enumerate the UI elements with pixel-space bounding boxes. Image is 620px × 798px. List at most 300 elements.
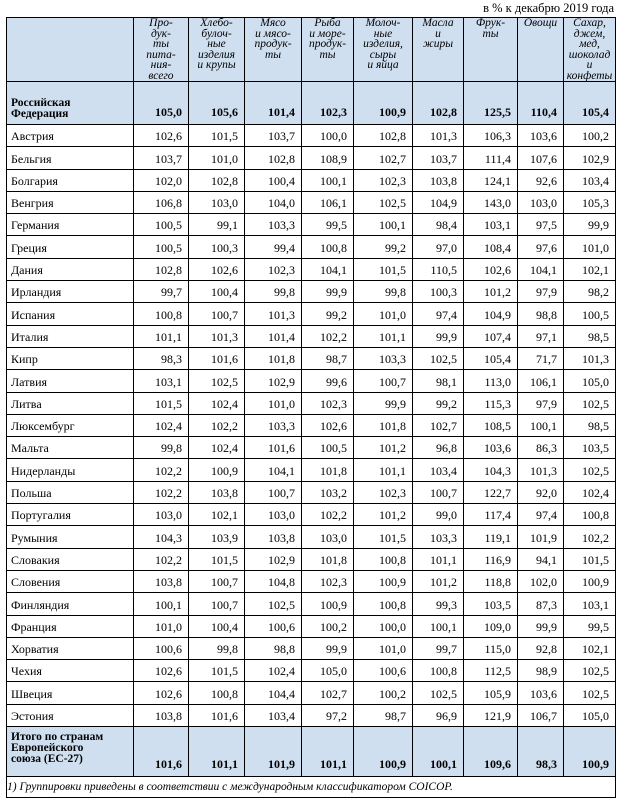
index-value: 100,1	[413, 615, 464, 637]
index-value: 102,8	[189, 169, 245, 191]
index-value: 102,5	[564, 682, 616, 704]
index-value: 103,7	[134, 147, 189, 169]
country-row	[7, 236, 616, 258]
country-row	[7, 370, 616, 392]
index-value: 101,2	[413, 570, 464, 592]
index-value: 101,4	[245, 82, 302, 125]
index-value: 103,5	[464, 593, 518, 615]
table-caption: в % к декабрю 2019 года	[483, 1, 614, 15]
column-header: Про- дук- ты пита- ния- всего	[134, 18, 189, 82]
index-value: 100,7	[189, 570, 245, 592]
index-value: 92,0	[518, 481, 564, 503]
country-row	[7, 459, 616, 481]
index-value: 103,3	[413, 526, 464, 548]
index-value: 99,5	[564, 615, 616, 637]
index-value: 106,1	[302, 191, 354, 213]
index-value: 102,5	[354, 191, 413, 213]
index-value: 101,1	[413, 548, 464, 570]
index-value: 101,5	[564, 548, 616, 570]
country-name: Литва	[7, 392, 134, 414]
index-value: 108,5	[464, 414, 518, 436]
country-name: Словения	[7, 570, 134, 592]
index-value: 102,7	[413, 414, 464, 436]
header-corner	[7, 18, 134, 82]
country-row	[7, 414, 616, 436]
index-value: 104,9	[464, 303, 518, 325]
header-row	[7, 18, 616, 82]
index-value: 104,8	[245, 570, 302, 592]
index-value: 102,2	[302, 325, 354, 347]
country-name: Люксембург	[7, 414, 134, 436]
index-value: 101,3	[413, 125, 464, 147]
index-value: 102,2	[189, 414, 245, 436]
index-value: 100,8	[413, 660, 464, 682]
index-value: 101,3	[245, 303, 302, 325]
country-name: Болгария	[7, 169, 134, 191]
index-value: 99,7	[413, 637, 464, 659]
country-row	[7, 169, 616, 191]
country-row	[7, 392, 616, 414]
index-value: 111,4	[464, 147, 518, 169]
index-value: 103,1	[564, 593, 616, 615]
index-value: 108,4	[464, 236, 518, 258]
index-value: 102,8	[354, 125, 413, 147]
index-value: 115,3	[464, 392, 518, 414]
index-value: 101,8	[302, 548, 354, 570]
index-value: 100,1	[354, 214, 413, 236]
index-value: 101,1	[302, 727, 354, 777]
index-value: 97,6	[518, 236, 564, 258]
index-value: 102,2	[302, 504, 354, 526]
index-value: 98,2	[564, 281, 616, 303]
country-row	[7, 125, 616, 147]
index-value: 109,6	[464, 727, 518, 777]
column-header: Овощи	[518, 18, 564, 82]
index-value: 108,9	[302, 147, 354, 169]
index-value: 100,9	[564, 570, 616, 592]
index-value: 99,7	[134, 281, 189, 303]
index-value: 102,5	[564, 660, 616, 682]
index-value: 100,7	[413, 481, 464, 503]
index-value: 94,1	[518, 548, 564, 570]
index-value: 100,7	[354, 370, 413, 392]
index-value: 98,1	[413, 370, 464, 392]
country-row	[7, 347, 616, 369]
country-row	[7, 191, 616, 213]
index-value: 102,5	[413, 682, 464, 704]
index-value: 100,6	[354, 660, 413, 682]
index-value: 100,7	[189, 593, 245, 615]
index-value: 103,8	[134, 570, 189, 592]
index-value: 102,1	[564, 258, 616, 280]
index-value: 99,1	[189, 214, 245, 236]
index-value: 103,0	[518, 191, 564, 213]
index-value: 102,3	[245, 258, 302, 280]
index-value: 102,6	[134, 682, 189, 704]
index-value: 105,6	[189, 82, 245, 125]
index-value: 100,2	[564, 125, 616, 147]
column-header: Молоч- ные изделия, сыры и яйца	[354, 18, 413, 82]
index-value: 101,5	[189, 548, 245, 570]
index-value: 101,1	[134, 325, 189, 347]
index-value: 100,5	[134, 214, 189, 236]
country-row	[7, 526, 616, 548]
index-value: 98,3	[518, 727, 564, 777]
index-value: 125,5	[464, 82, 518, 125]
column-header: Мясо и мясо- продук- ты	[245, 18, 302, 82]
column-header: Сахар, джем, мед, шоколад и конфеты	[564, 18, 616, 82]
index-value: 101,8	[302, 459, 354, 481]
country-row	[7, 281, 616, 303]
index-value: 101,8	[245, 347, 302, 369]
index-value: 102,8	[245, 147, 302, 169]
country-row	[7, 437, 616, 459]
index-value: 100,3	[413, 281, 464, 303]
index-value: 100,8	[302, 236, 354, 258]
country-name: Мальта	[7, 437, 134, 459]
index-value: 100,8	[354, 548, 413, 570]
country-name: Греция	[7, 236, 134, 258]
country-row	[7, 593, 616, 615]
index-value: 103,5	[564, 437, 616, 459]
index-value: 103,4	[245, 704, 302, 726]
index-value: 103,0	[302, 526, 354, 548]
index-value: 99,8	[354, 281, 413, 303]
index-value: 102,3	[354, 169, 413, 191]
index-value: 100,7	[245, 481, 302, 503]
country-name: Испания	[7, 303, 134, 325]
index-value: 100,9	[354, 570, 413, 592]
index-value: 98,5	[564, 325, 616, 347]
index-value: 98,9	[518, 660, 564, 682]
index-value: 101,6	[189, 704, 245, 726]
index-value: 103,0	[134, 504, 189, 526]
country-row	[7, 570, 616, 592]
index-value: 97,0	[413, 236, 464, 258]
index-value: 100,9	[189, 459, 245, 481]
index-value: 102,5	[564, 392, 616, 414]
index-value: 86,3	[518, 437, 564, 459]
index-value: 102,9	[564, 147, 616, 169]
country-name: Эстония	[7, 704, 134, 726]
index-value: 143,0	[464, 191, 518, 213]
index-value: 101,5	[354, 258, 413, 280]
index-value: 105,3	[564, 191, 616, 213]
index-value: 99,8	[189, 637, 245, 659]
index-value: 92,6	[518, 169, 564, 191]
index-value: 99,2	[354, 236, 413, 258]
index-value: 102,9	[245, 370, 302, 392]
index-value: 101,0	[245, 392, 302, 414]
index-value: 102,4	[134, 414, 189, 436]
country-row	[7, 637, 616, 659]
country-row	[7, 660, 616, 682]
index-value: 105,0	[564, 704, 616, 726]
index-value: 102,6	[302, 414, 354, 436]
index-value: 100,5	[564, 303, 616, 325]
index-value: 103,7	[413, 147, 464, 169]
footnote: 1) Группировки приведены в соответствии с международным классификатором COICOP.	[7, 777, 616, 798]
index-value: 101,3	[564, 347, 616, 369]
index-value: 100,0	[354, 615, 413, 637]
index-value: 103,8	[189, 481, 245, 503]
index-value: 104,1	[302, 258, 354, 280]
index-value: 100,1	[518, 414, 564, 436]
country-row	[7, 481, 616, 503]
index-value: 100,6	[245, 615, 302, 637]
country-name: Португалия	[7, 504, 134, 526]
country-row	[7, 504, 616, 526]
index-value: 97,5	[518, 214, 564, 236]
index-value: 110,5	[413, 258, 464, 280]
index-value: 100,1	[413, 727, 464, 777]
index-value: 104,4	[245, 682, 302, 704]
index-value: 102,0	[518, 570, 564, 592]
index-value: 102,2	[564, 526, 616, 548]
index-value: 103,6	[464, 437, 518, 459]
index-value: 100,8	[354, 593, 413, 615]
country-name: Ирландия	[7, 281, 134, 303]
index-value: 100,8	[189, 682, 245, 704]
index-value: 101,3	[189, 325, 245, 347]
index-value: 105,9	[464, 682, 518, 704]
country-name: Российская Федерация	[7, 82, 134, 125]
index-value: 113,0	[464, 370, 518, 392]
index-value: 99,2	[302, 303, 354, 325]
index-value: 107,4	[464, 325, 518, 347]
index-value: 102,6	[189, 258, 245, 280]
country-name: Германия	[7, 214, 134, 236]
country-name: Чехия	[7, 660, 134, 682]
index-value: 102,4	[189, 392, 245, 414]
index-value: 121,9	[464, 704, 518, 726]
index-value: 96,9	[413, 704, 464, 726]
country-row	[7, 548, 616, 570]
index-value: 103,2	[302, 481, 354, 503]
index-value: 101,5	[354, 526, 413, 548]
index-value: 103,6	[518, 125, 564, 147]
index-value: 99,4	[245, 236, 302, 258]
index-value: 102,3	[302, 392, 354, 414]
index-value: 101,8	[354, 414, 413, 436]
index-value: 100,9	[354, 727, 413, 777]
country-row	[7, 303, 616, 325]
index-value: 116,9	[464, 548, 518, 570]
index-value: 100,1	[134, 593, 189, 615]
index-value: 71,7	[518, 347, 564, 369]
country-name: Кипр	[7, 347, 134, 369]
index-value: 103,1	[464, 214, 518, 236]
index-value: 100,7	[189, 303, 245, 325]
footnote-row	[7, 777, 616, 798]
index-value: 99,8	[134, 437, 189, 459]
index-value: 101,6	[189, 347, 245, 369]
index-value: 103,4	[564, 169, 616, 191]
index-value: 105,0	[302, 660, 354, 682]
country-name: Бельгия	[7, 147, 134, 169]
index-value: 104,3	[464, 459, 518, 481]
index-value: 99,9	[564, 214, 616, 236]
index-value: 102,7	[354, 147, 413, 169]
index-value: 122,7	[464, 481, 518, 503]
country-name: Финляндия	[7, 593, 134, 615]
index-value: 99,9	[302, 637, 354, 659]
index-value: 99,0	[413, 504, 464, 526]
index-value: 103,3	[245, 414, 302, 436]
index-value: 98,7	[354, 704, 413, 726]
index-value: 102,3	[354, 481, 413, 503]
country-name: Латвия	[7, 370, 134, 392]
index-value: 103,4	[413, 459, 464, 481]
index-value: 103,0	[245, 504, 302, 526]
index-value: 103,6	[518, 682, 564, 704]
index-value: 98,8	[518, 303, 564, 325]
index-value: 87,3	[518, 593, 564, 615]
index-value: 100,5	[302, 437, 354, 459]
index-value: 98,4	[413, 214, 464, 236]
index-value: 100,9	[564, 727, 616, 777]
index-value: 100,4	[189, 281, 245, 303]
index-value: 100,5	[134, 236, 189, 258]
index-value: 101,4	[245, 325, 302, 347]
index-value: 104,0	[245, 191, 302, 213]
index-value: 104,1	[245, 459, 302, 481]
index-value: 98,3	[134, 347, 189, 369]
index-value: 102,5	[413, 347, 464, 369]
index-value: 102,4	[564, 481, 616, 503]
index-value: 101,0	[189, 147, 245, 169]
index-value: 99,3	[413, 593, 464, 615]
index-value: 102,5	[189, 370, 245, 392]
index-value: 103,9	[189, 526, 245, 548]
index-value: 124,1	[464, 169, 518, 191]
index-value: 103,1	[134, 370, 189, 392]
country-row	[7, 325, 616, 347]
index-value: 106,8	[134, 191, 189, 213]
price-index-table	[6, 17, 616, 798]
index-value: 102,4	[189, 437, 245, 459]
index-value: 102,5	[245, 593, 302, 615]
index-value: 101,5	[134, 392, 189, 414]
index-value: 100,6	[134, 637, 189, 659]
country-name: Франция	[7, 615, 134, 637]
column-header: Фрук- ты	[464, 18, 518, 82]
country-name: Швеция	[7, 682, 134, 704]
index-value: 99,9	[354, 392, 413, 414]
index-value: 101,5	[189, 660, 245, 682]
index-value: 105,4	[564, 82, 616, 125]
index-value: 101,2	[354, 437, 413, 459]
index-value: 97,2	[302, 704, 354, 726]
row-russia	[7, 82, 616, 125]
index-value: 100,0	[302, 125, 354, 147]
index-value: 109,0	[464, 615, 518, 637]
country-row	[7, 214, 616, 236]
country-name: Венгрия	[7, 191, 134, 213]
index-value: 102,3	[302, 570, 354, 592]
index-value: 101,9	[518, 526, 564, 548]
index-value: 102,0	[134, 169, 189, 191]
index-value: 103,8	[413, 169, 464, 191]
country-row	[7, 147, 616, 169]
index-value: 106,3	[464, 125, 518, 147]
index-value: 102,6	[464, 258, 518, 280]
index-value: 104,3	[134, 526, 189, 548]
index-value: 118,8	[464, 570, 518, 592]
index-value: 99,2	[413, 392, 464, 414]
index-value: 102,9	[245, 548, 302, 570]
index-value: 101,0	[354, 303, 413, 325]
index-value: 101,0	[564, 236, 616, 258]
index-value: 98,8	[245, 637, 302, 659]
index-value: 101,0	[134, 615, 189, 637]
index-value: 103,8	[134, 704, 189, 726]
country-row	[7, 704, 616, 726]
index-value: 97,9	[518, 392, 564, 414]
country-name: Итого по странам Европейского союза (ЕС-27)	[7, 727, 134, 777]
index-value: 100,9	[354, 82, 413, 125]
index-value: 102,2	[134, 481, 189, 503]
index-value: 115,0	[464, 637, 518, 659]
column-header: Хлебо- булоч- ные изделия и крупы	[189, 18, 245, 82]
index-value: 104,9	[413, 191, 464, 213]
country-name: Словакия	[7, 548, 134, 570]
index-value: 100,8	[134, 303, 189, 325]
country-name: Нидерланды	[7, 459, 134, 481]
index-value: 103,0	[189, 191, 245, 213]
index-value: 101,3	[518, 459, 564, 481]
index-value: 119,1	[464, 526, 518, 548]
index-value: 101,2	[354, 504, 413, 526]
index-value: 100,8	[564, 504, 616, 526]
index-value: 100,9	[302, 593, 354, 615]
index-value: 102,1	[564, 637, 616, 659]
index-value: 100,2	[354, 682, 413, 704]
index-value: 99,9	[413, 325, 464, 347]
index-value: 102,4	[245, 660, 302, 682]
index-value: 102,6	[134, 125, 189, 147]
index-value: 97,4	[413, 303, 464, 325]
index-value: 117,4	[464, 504, 518, 526]
index-value: 100,1	[302, 169, 354, 191]
index-value: 97,9	[518, 281, 564, 303]
index-value: 99,5	[302, 214, 354, 236]
index-value: 101,0	[354, 637, 413, 659]
country-row	[7, 682, 616, 704]
index-value: 101,5	[189, 125, 245, 147]
index-value: 101,9	[245, 727, 302, 777]
index-value: 105,0	[134, 82, 189, 125]
index-value: 110,4	[518, 82, 564, 125]
row-eu-total	[7, 727, 616, 777]
index-value: 97,4	[518, 504, 564, 526]
index-value: 97,1	[518, 325, 564, 347]
country-name: Хорватия	[7, 637, 134, 659]
index-value: 96,8	[413, 437, 464, 459]
country-name: Румыния	[7, 526, 134, 548]
index-value: 103,3	[245, 214, 302, 236]
index-value: 98,5	[564, 414, 616, 436]
index-value: 102,5	[564, 459, 616, 481]
index-value: 102,3	[302, 82, 354, 125]
index-value: 102,8	[134, 258, 189, 280]
column-header: Рыба и море- продук- ты	[302, 18, 354, 82]
index-value: 112,5	[464, 660, 518, 682]
index-value: 107,6	[518, 147, 564, 169]
column-header: Масла и жиры	[413, 18, 464, 82]
index-value: 102,7	[302, 682, 354, 704]
table-header	[7, 18, 616, 82]
